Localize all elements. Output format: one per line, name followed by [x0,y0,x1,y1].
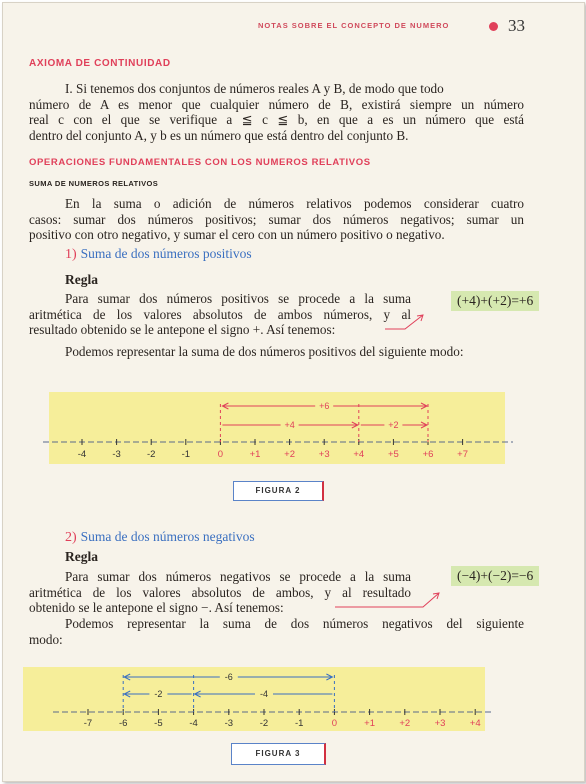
fig2-tick-label: +3 [318,449,330,460]
sec1-rule-heading: Regla [65,272,98,287]
sec2-title: Suma de dos números negativos [80,529,255,544]
fig3-tick-label: -5 [154,718,163,729]
fig2-tick-label: -4 [77,449,87,460]
fig3-tick-label: +2 [399,718,411,729]
sec2-rule-heading: Regla [65,549,98,564]
sec1-pointer-arrow [383,309,443,333]
fig3-label-sum: -6 [224,672,233,682]
axioma-line-2: número de A es menor que cualquier número de B, existirá siempre un número [29,96,524,112]
fig3-tick-label: +4 [469,718,481,729]
axioma-line-3: real c con el que se verifique a ≦ c ≦ b, en que a es un número que está [29,112,524,127]
sec1-title: Suma de dos números positivos [80,246,252,261]
fig3-tick-label: -4 [189,718,198,729]
op-line-1: En la suma o adición de números relativos podemos considerar cuatro [65,196,524,211]
sec1-rule-line-1: Para sumar dos números positivos se procede a la suma [65,291,411,306]
sec2-represent [29,616,524,647]
fig3-tick-label: -7 [83,718,93,729]
fig3-tick-label: -1 [294,718,304,729]
sec2-formula: (−4)+(−2)=−6 [451,566,539,586]
sec2-heading [65,528,255,546]
sec2-number: 2) [65,530,77,545]
fig3-tick-label: -6 [118,718,128,729]
sec2-represent-line-2: modo: [29,631,63,647]
fig3-label-b: -2 [154,689,163,699]
sec2-rule-line-1: Para sumar dos números negativos se procede a la suma [65,569,411,584]
sec2-pointer-arrow [333,587,443,611]
fig3-label-a: -4 [259,689,269,699]
fig2-label-a: +4 [284,420,295,430]
sec1-rule-paragraph [29,291,411,338]
operaciones-title: OPERACIONES FUNDAMENTALES CON LOS NUMEROS RELATIVOS [29,157,371,168]
sec1-rule-line-3: resultado obtenido se le antepone el signo +. Así tenemos: [29,322,336,337]
sec1-rule-line-2: aritmética de los valores absolutos de ambos números, y al [29,306,411,322]
op-line-2: casos: sumar dos números positivos; sumar dos números negativos; sumar un [29,211,524,227]
op-line-3: positivo con otro negativo, y sumar el cero con un número positivo o negativo. [29,227,445,242]
sec1-heading [65,245,252,263]
sec1-number: 1) [65,247,77,262]
sec2-rule-line-2: aritmética de los valores absolutos de ambos, y al resultado [29,584,411,600]
fig2-tick-label: +5 [387,449,399,460]
fig2-tick-label: +2 [284,449,296,460]
fig3-tick-label: +1 [364,718,376,729]
header-dot-icon [489,22,498,31]
fig2-tick-label: +4 [353,449,365,460]
running-title: NOTAS SOBRE EL CONCEPTO DE NUMERO [258,21,450,30]
sec1-represent: Podemos representar la suma de dos números positivos del siguiente modo: [65,344,464,359]
sec1-formula: (+4)+(+2)=+6 [451,291,539,311]
book-page [2,2,585,782]
fig2-tick-label: -3 [112,449,121,460]
fig2-label-b: +2 [388,420,399,430]
fig3-tick-label: -3 [224,718,234,729]
fig2-label-sum: +6 [319,401,330,411]
axioma-line-4: dentro del conjunto A, y b es un número que está dentro del conjunto B. [29,127,409,143]
sec2-rule-line-3: obtenido se le antepone el signo −. Así tenemos: [29,600,284,615]
sec2-represent-line-1: Podemos representar la suma de dos números negativos del siguiente [65,616,524,631]
axioma-paragraph [29,81,524,143]
fig3-tick-label: -2 [259,718,269,729]
figure3-label: FIGURA 3 [231,743,326,765]
fig2-tick-label: 0 [217,449,224,460]
suma-subtitle: SUMA DE NUMEROS RELATIVOS [29,179,159,188]
figure3-number-line [23,667,523,731]
figure2-number-line [23,392,523,464]
fig3-tick-label: +3 [434,718,446,729]
axioma-title: AXIOMA DE CONTINUIDAD [29,58,171,69]
fig2-tick-label: -2 [146,449,156,460]
figure2-label: FIGURA 2 [233,481,324,501]
fig2-tick-label: +7 [457,449,469,460]
page-number: 33 [508,16,525,35]
fig2-tick-label: +6 [422,449,434,460]
fig2-tick-label: -1 [181,449,191,460]
axioma-line-1: I. Si tenemos dos conjuntos de números reales A y B, de modo que todo [65,81,444,96]
fig2-tick-label: +1 [249,449,261,460]
operaciones-paragraph [29,196,524,243]
fig3-tick-label: 0 [331,718,338,729]
